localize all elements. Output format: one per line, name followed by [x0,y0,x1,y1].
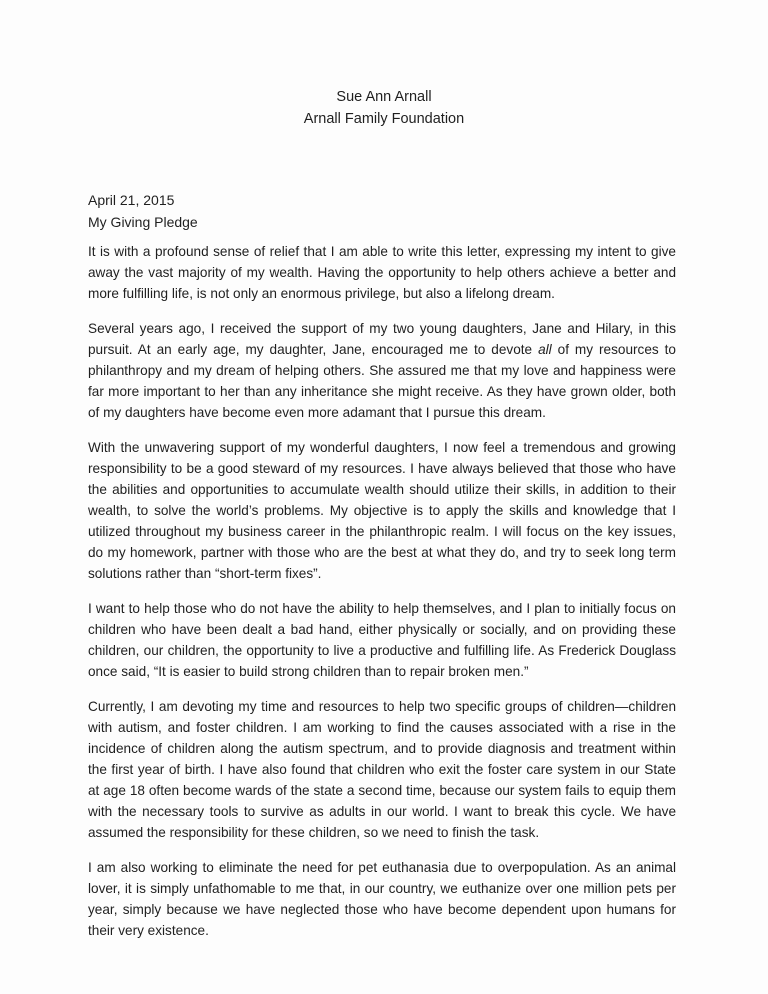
author-name: Sue Ann Arnall [336,89,432,105]
paragraph-3: With the unwavering support of my wonderful daughters, I now feel a tremendous and growing responsibility to be a good steward of my resources. I have always believed that those who have the abilities and opportunities to accumulate wealth should utilize their skills, in addition to their wealth, to solve the world’s problems. My objective is to apply the skills and knowledge that I utilized throughout my business career in the philanthropic realm. I will focus on the key issues, do my homework, partner with those who are the best at what they do, and try to seek long term solutions rather than “short-term fixes”. [88,440,676,581]
paragraph-2-emphasis: all [538,342,552,357]
paragraph-2 [88,318,676,423]
letter-meta [88,189,198,233]
letter-body [88,241,676,955]
paragraph-1: It is with a profound sense of relief that I am able to write this letter, expressing my intent to give away the vast majority of my wealth. Having the opportunity to help others achieve a better and more fulfilling life, is not only an enormous privilege, but also a lifelong dream. [88,244,676,301]
paragraph-4: I want to help those who do not have the ability to help themselves, and I plan to initially focus on children who have been dealt a bad hand, either physically or socially, and on providing these children, our children, the opportunity to live a productive and fulfilling life. As Frederick Douglass once said, “It is easier to build strong children than to repair broken men.” [88,601,676,679]
paragraph-5: Currently, I am devoting my time and resources to help two specific groups of children—children with autism, and foster children. I am working to find the causes associated with a rise in the incidence of children along the autism spectrum, and to provide diagnosis and treatment within the first year of birth. I have also found that children who exit the foster care system in our State at age 18 often become wards of the state a second time, because our system fails to equip them with the necessary tools to survive as adults in our world. I want to break this cycle. We have assumed the responsibility for these children, so we need to finish the task. [88,699,676,840]
letterhead [0,86,768,130]
paragraph-2-before: Several years ago, I received the support of my two young daughters, Jane and Hilary, in this pursuit. At an early age, my daughter, Jane, encouraged me to devote [88,321,676,357]
organization-name: Arnall Family Foundation [303,111,465,127]
paragraph-6: I am also working to eliminate the need for pet euthanasia due to overpopulation. As an animal lover, it is simply unfathomable to me that, in our country, we euthanize over one million pets per year, simply because we have neglected those who have become dependent upon humans for their very existence. [88,860,676,938]
letter-subject: My Giving Pledge [88,214,198,230]
paragraph-2-after: of my resources to philanthropy and my dream of helping others. She assured me that my love and happiness were far more important to her than any inheritance she might receive. As they have grown older, both of my daughters have become even more adamant that I pursue this dream. [88,342,676,420]
letter-date: April 21, 2015 [88,192,175,208]
